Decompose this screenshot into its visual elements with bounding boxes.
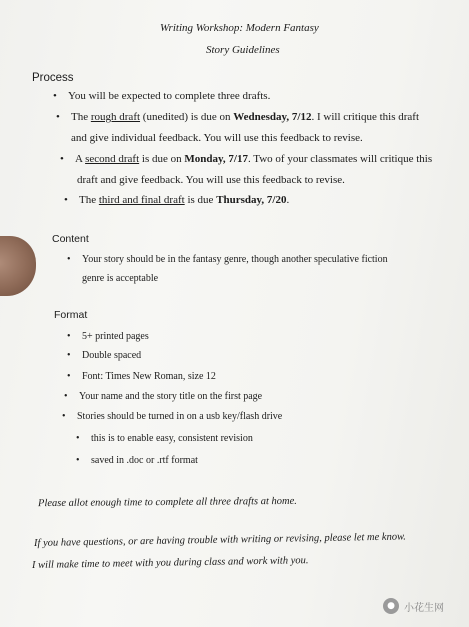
process-item-3-cont: draft and give feedback. You will use this feedback to revise. bbox=[77, 174, 345, 186]
process-item-2: • The rough draft (unedited) is due on Wednesday, 7/12. I will critique this draft bbox=[71, 111, 419, 123]
questions-note-2: I will make time to meet with you during class and work with you. bbox=[31, 555, 309, 571]
content-item-cont: genre is acceptable bbox=[82, 273, 159, 284]
document-title: Writing Workshop: Modern Fantasy bbox=[160, 22, 319, 34]
content-heading: Content bbox=[52, 233, 89, 245]
document-subtitle: Story Guidelines bbox=[206, 44, 280, 56]
format-heading: Format bbox=[54, 309, 88, 321]
content-item: • Your story should be in the fantasy genre, though another speculative fiction bbox=[82, 254, 388, 265]
format-item: • Double spaced bbox=[82, 350, 141, 361]
format-item: • Font: Times New Roman, size 12 bbox=[82, 371, 216, 382]
questions-note-1: If you have questions, or are having trouble with writing or revising, please let me know. bbox=[33, 531, 406, 549]
process-item-4: • The third and final draft is due Thursday, 7/20. bbox=[79, 194, 289, 206]
wechat-icon: ● bbox=[383, 598, 399, 614]
allot-note: Please allot enough time to complete all three drafts at home. bbox=[37, 495, 297, 510]
process-item-2-cont: and give individual feedback. You will use this feedback to revise. bbox=[71, 132, 363, 144]
finger-photo bbox=[0, 236, 36, 296]
format-item: • 5+ printed pages bbox=[82, 331, 149, 342]
process-item-1: • You will be expected to complete three drafts. bbox=[68, 90, 270, 102]
process-item-3: • A second draft is due on Monday, 7/17. Two of your classmates will critique this bbox=[75, 153, 432, 165]
format-item: • Stories should be turned in on a usb key/flash drive bbox=[77, 411, 282, 422]
format-item: • Your name and the story title on the first page bbox=[79, 391, 262, 402]
format-subitem: • saved in .doc or .rtf format bbox=[91, 455, 198, 466]
format-subitem: • this is to enable easy, consistent revision bbox=[91, 433, 253, 444]
process-heading: Process bbox=[32, 72, 74, 84]
watermark-text: 小花生网 bbox=[404, 603, 444, 614]
